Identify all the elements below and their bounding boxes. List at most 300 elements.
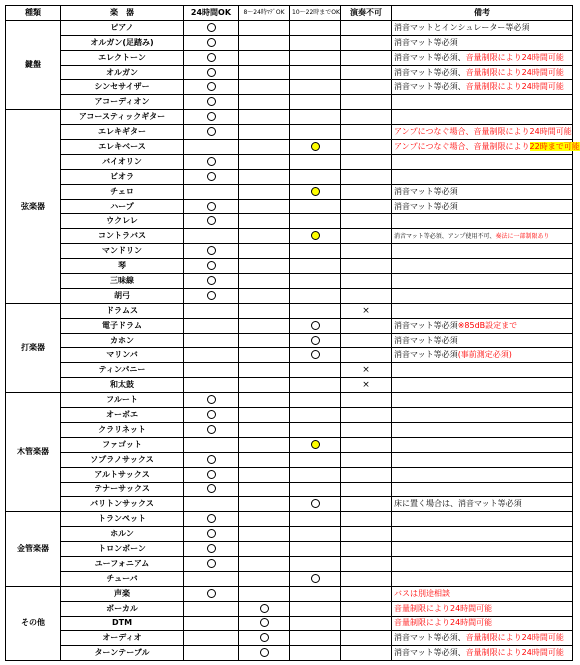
availability-cell — [239, 527, 290, 542]
availability-cell — [239, 184, 290, 199]
availability-cell — [290, 556, 341, 571]
note-cell — [392, 601, 573, 616]
note-text: 床に置く場合は、消音マット等必須 — [394, 499, 522, 509]
instrument-name: カホン — [61, 333, 184, 348]
note-cell — [392, 50, 573, 65]
table-row — [6, 214, 573, 229]
note-cell — [392, 408, 573, 423]
note-cell — [392, 125, 573, 140]
availability-cell — [184, 229, 239, 244]
instrument-name: エレキギター — [61, 125, 184, 140]
availability-cell — [341, 348, 392, 363]
table-row — [6, 125, 573, 140]
instrument-name: ウクレレ — [61, 214, 184, 229]
circle-icon — [207, 544, 216, 553]
availability-cell — [184, 437, 239, 452]
table-row — [6, 497, 573, 512]
circle-icon — [207, 455, 216, 464]
circle-icon — [207, 425, 216, 434]
availability-cell — [184, 408, 239, 423]
availability-cell — [290, 229, 341, 244]
availability-cell — [184, 80, 239, 95]
availability-cell — [290, 125, 341, 140]
category-cell: 鍵盤 — [6, 20, 61, 109]
availability-cell — [341, 303, 392, 318]
table-row — [6, 20, 573, 35]
table-row — [6, 348, 573, 363]
table-row — [6, 556, 573, 571]
note-cell — [392, 95, 573, 110]
note-cell — [392, 437, 573, 452]
availability-cell — [184, 20, 239, 35]
note-text: 消音マット等必須 — [394, 186, 458, 196]
availability-cell — [184, 467, 239, 482]
note-text: 消音マット等必須、 — [394, 67, 466, 77]
instrument-name: クラリネット — [61, 422, 184, 437]
category-cell: 弦楽器 — [6, 110, 61, 304]
availability-cell — [239, 229, 290, 244]
availability-cell — [184, 631, 239, 646]
availability-cell — [290, 497, 341, 512]
availability-cell — [341, 512, 392, 527]
note-cell — [392, 199, 573, 214]
note-cell — [392, 303, 573, 318]
header-10-22: 10～22時までOK — [290, 6, 341, 21]
availability-cell — [184, 422, 239, 437]
availability-cell — [239, 363, 290, 378]
circle-icon — [207, 395, 216, 404]
circle-icon — [207, 157, 216, 166]
availability-cell — [239, 631, 290, 646]
availability-cell — [290, 363, 341, 378]
circle-icon — [207, 23, 216, 32]
instrument-name: ソプラノサックス — [61, 452, 184, 467]
circle-icon — [207, 38, 216, 47]
availability-cell — [184, 125, 239, 140]
circle-icon — [207, 589, 216, 598]
instrument-name: コントラバス — [61, 229, 184, 244]
instrument-name: トランペット — [61, 512, 184, 527]
note-cell — [392, 571, 573, 586]
note-cell — [392, 348, 573, 363]
instrument-name: エレクトーン — [61, 50, 184, 65]
availability-cell — [290, 318, 341, 333]
availability-cell — [239, 140, 290, 155]
note-cell — [392, 20, 573, 35]
category-cell: 金管楽器 — [6, 512, 61, 586]
note-cell — [392, 616, 573, 631]
circle-icon — [260, 648, 269, 657]
note-cell — [392, 497, 573, 512]
availability-cell — [290, 452, 341, 467]
availability-cell — [341, 80, 392, 95]
availability-cell — [341, 95, 392, 110]
note-text: 消音マット等必須 — [394, 201, 458, 211]
circle-icon — [207, 246, 216, 255]
note-text: 消音マットとインシュレーター等必須 — [394, 22, 530, 32]
note-text: ※85dB設定まで — [457, 320, 518, 330]
table-row — [6, 571, 573, 586]
note-cell — [392, 318, 573, 333]
availability-cell — [239, 378, 290, 393]
instrument-name: シンセサイザー — [61, 80, 184, 95]
availability-cell — [184, 378, 239, 393]
instrument-name: エレキベース — [61, 140, 184, 155]
table-row — [6, 437, 573, 452]
availability-cell — [184, 363, 239, 378]
availability-cell — [184, 601, 239, 616]
availability-cell — [290, 274, 341, 289]
availability-cell — [341, 140, 392, 155]
note-cell — [392, 229, 573, 244]
category-cell: 打楽器 — [6, 303, 61, 392]
note-cell — [392, 288, 573, 303]
availability-cell — [184, 110, 239, 125]
circle-icon — [207, 53, 216, 62]
availability-cell — [239, 110, 290, 125]
availability-cell — [341, 35, 392, 50]
instrument-name: アルトサックス — [61, 467, 184, 482]
availability-cell — [341, 244, 392, 259]
availability-cell — [341, 154, 392, 169]
availability-cell — [184, 35, 239, 50]
note-text: 消音マット等必須 — [394, 320, 458, 330]
availability-cell — [341, 631, 392, 646]
instrument-name: オーボエ — [61, 408, 184, 423]
availability-cell — [290, 80, 341, 95]
circle-highlight-icon — [311, 187, 320, 196]
instrument-name: バリトンサックス — [61, 497, 184, 512]
circle-icon — [207, 127, 216, 136]
note-text: (事前測定必須) — [457, 350, 512, 360]
table-row — [6, 586, 573, 601]
availability-cell — [184, 542, 239, 557]
table-row — [6, 646, 573, 661]
note-cell — [392, 140, 580, 155]
availability-cell — [184, 303, 239, 318]
note-cell — [392, 259, 573, 274]
availability-cell — [184, 214, 239, 229]
availability-cell — [184, 482, 239, 497]
availability-cell — [341, 20, 392, 35]
instrument-name: 琴 — [61, 259, 184, 274]
availability-cell — [341, 333, 392, 348]
table-row — [6, 169, 573, 184]
note-text: 音量制限により24時間可能 — [394, 603, 493, 613]
availability-cell — [184, 527, 239, 542]
availability-cell — [239, 542, 290, 557]
availability-cell — [341, 288, 392, 303]
note-text: 音量制限により24時間可能 — [465, 648, 564, 658]
availability-cell — [341, 214, 392, 229]
table-row — [6, 482, 573, 497]
instrument-name: バイオリン — [61, 154, 184, 169]
availability-cell — [184, 616, 239, 631]
note-text: アンプにつなぐ場合、音量制限により24時間可能 — [394, 127, 572, 137]
circle-icon — [207, 68, 216, 77]
circle-icon — [207, 514, 216, 523]
availability-cell — [239, 422, 290, 437]
table-row — [6, 378, 573, 393]
instrument-name: チューバ — [61, 571, 184, 586]
availability-cell — [341, 65, 392, 80]
availability-cell — [184, 556, 239, 571]
availability-cell — [341, 437, 392, 452]
availability-cell — [290, 288, 341, 303]
availability-cell — [290, 601, 341, 616]
availability-cell — [184, 50, 239, 65]
availability-cell — [184, 199, 239, 214]
header-notes: 備考 — [392, 6, 573, 21]
instrument-name: 胡弓 — [61, 288, 184, 303]
availability-cell — [239, 437, 290, 452]
availability-cell — [341, 259, 392, 274]
availability-cell — [239, 65, 290, 80]
table-row — [6, 65, 573, 80]
availability-cell — [290, 482, 341, 497]
table-row — [6, 229, 573, 244]
availability-cell — [184, 184, 239, 199]
availability-cell — [290, 303, 341, 318]
table-row — [6, 259, 573, 274]
not-allowed-icon: × — [362, 305, 370, 316]
note-cell — [392, 482, 573, 497]
availability-cell — [290, 259, 341, 274]
availability-cell — [239, 169, 290, 184]
availability-cell — [341, 422, 392, 437]
availability-cell — [239, 556, 290, 571]
category-cell: その他 — [6, 586, 61, 660]
availability-cell — [290, 214, 341, 229]
note-text: 音量制限により24時間可能 — [465, 633, 564, 643]
availability-cell — [184, 393, 239, 408]
table-row — [6, 274, 573, 289]
category-cell: 木管楽器 — [6, 393, 61, 512]
instrument-name: マンドリン — [61, 244, 184, 259]
circle-icon — [207, 276, 216, 285]
instrument-name: アコースティックギター — [61, 110, 184, 125]
note-cell — [392, 586, 573, 601]
instrument-name: ティンパニー — [61, 363, 184, 378]
availability-cell — [290, 586, 341, 601]
availability-cell — [290, 20, 341, 35]
note-cell — [392, 556, 573, 571]
availability-cell — [341, 452, 392, 467]
availability-cell — [239, 467, 290, 482]
availability-cell — [341, 542, 392, 557]
note-cell — [392, 422, 573, 437]
availability-cell — [341, 571, 392, 586]
instrument-name: 和太鼓 — [61, 378, 184, 393]
availability-cell — [239, 616, 290, 631]
availability-cell — [184, 512, 239, 527]
circle-icon — [311, 574, 320, 583]
note-cell — [392, 80, 573, 95]
instrument-name: チェロ — [61, 184, 184, 199]
circle-icon — [207, 216, 216, 225]
availability-cell — [290, 527, 341, 542]
availability-cell — [290, 422, 341, 437]
note-text: 音量制限により24時間可能 — [465, 52, 564, 62]
table-row — [6, 467, 573, 482]
note-text: 消音マット等必須、 — [394, 648, 466, 658]
availability-cell — [290, 437, 341, 452]
availability-cell — [290, 571, 341, 586]
note-cell — [392, 393, 573, 408]
availability-cell — [290, 646, 341, 661]
table-row — [6, 154, 573, 169]
availability-cell — [341, 601, 392, 616]
not-allowed-icon: × — [362, 380, 370, 391]
table-row — [6, 601, 573, 616]
availability-cell — [341, 363, 392, 378]
note-cell — [392, 363, 573, 378]
note-text: 消音マット等必須 — [394, 37, 458, 47]
table-row — [6, 527, 573, 542]
note-cell — [392, 378, 573, 393]
table-row — [6, 363, 573, 378]
availability-cell — [341, 169, 392, 184]
table-row — [6, 542, 573, 557]
circle-icon — [260, 633, 269, 642]
header-not-allowed: 演奏不可 — [341, 6, 392, 21]
circle-icon — [260, 618, 269, 627]
instrument-name: ビオラ — [61, 169, 184, 184]
instrument-table — [5, 5, 580, 661]
availability-cell — [239, 348, 290, 363]
instrument-name: アコーディオン — [61, 95, 184, 110]
circle-icon — [311, 499, 320, 508]
availability-cell — [290, 65, 341, 80]
table-row — [6, 35, 573, 50]
availability-cell — [341, 393, 392, 408]
circle-highlight-icon — [311, 142, 320, 151]
note-cell — [392, 631, 573, 646]
instrument-name: DTM — [61, 616, 184, 631]
availability-cell — [184, 586, 239, 601]
availability-cell — [239, 497, 290, 512]
note-cell — [392, 110, 573, 125]
availability-cell — [290, 140, 341, 155]
circle-icon — [207, 82, 216, 91]
availability-cell — [239, 259, 290, 274]
note-text: 消音マット等必須、 — [394, 52, 466, 62]
availability-cell — [341, 110, 392, 125]
availability-cell — [184, 333, 239, 348]
availability-cell — [239, 95, 290, 110]
availability-cell — [290, 616, 341, 631]
note-cell — [392, 467, 573, 482]
instrument-name: オーディオ — [61, 631, 184, 646]
note-text: 消音マット等必須、 — [394, 82, 466, 92]
note-cell — [392, 169, 573, 184]
availability-cell — [184, 169, 239, 184]
availability-cell — [290, 50, 341, 65]
note-text: 消音マット等必須 — [394, 335, 458, 345]
table-row — [6, 318, 573, 333]
availability-cell — [239, 154, 290, 169]
availability-cell — [184, 274, 239, 289]
circle-highlight-icon — [311, 231, 320, 240]
circle-icon — [260, 604, 269, 613]
table-row — [6, 393, 573, 408]
instrument-name: オルガン(足踏み) — [61, 35, 184, 50]
instrument-name: ターンテーブル — [61, 646, 184, 661]
table-row — [6, 288, 573, 303]
availability-cell — [290, 408, 341, 423]
circle-highlight-icon — [311, 440, 320, 449]
availability-cell — [341, 318, 392, 333]
availability-cell — [341, 497, 392, 512]
availability-cell — [184, 65, 239, 80]
circle-icon — [207, 529, 216, 538]
availability-cell — [290, 631, 341, 646]
availability-cell — [184, 497, 239, 512]
availability-cell — [290, 184, 341, 199]
availability-cell — [239, 482, 290, 497]
table-row — [6, 408, 573, 423]
availability-cell — [341, 467, 392, 482]
availability-cell — [184, 571, 239, 586]
note-cell — [392, 65, 573, 80]
availability-cell — [290, 393, 341, 408]
circle-icon — [207, 172, 216, 181]
availability-cell — [290, 110, 341, 125]
availability-cell — [184, 95, 239, 110]
note-text: バスは別途相談 — [394, 588, 450, 598]
availability-cell — [184, 140, 239, 155]
note-text: 22時まで可能 — [529, 141, 580, 151]
availability-cell — [239, 318, 290, 333]
table-row — [6, 422, 573, 437]
availability-cell — [239, 512, 290, 527]
table-row — [6, 50, 573, 65]
table-row — [6, 110, 573, 125]
instrument-name: 三味線 — [61, 274, 184, 289]
availability-cell — [239, 35, 290, 50]
availability-cell — [184, 452, 239, 467]
availability-cell — [239, 20, 290, 35]
availability-cell — [239, 586, 290, 601]
table-row — [6, 140, 573, 155]
table-row — [6, 184, 573, 199]
availability-cell — [184, 244, 239, 259]
availability-cell — [239, 199, 290, 214]
availability-cell — [341, 50, 392, 65]
availability-cell — [239, 303, 290, 318]
availability-cell — [290, 348, 341, 363]
note-cell — [392, 184, 573, 199]
availability-cell — [341, 184, 392, 199]
table-row — [6, 244, 573, 259]
availability-cell — [184, 259, 239, 274]
availability-cell — [341, 274, 392, 289]
availability-cell — [239, 125, 290, 140]
table-row — [6, 333, 573, 348]
availability-cell — [184, 646, 239, 661]
not-allowed-icon: × — [362, 365, 370, 376]
note-text: 音量制限により24時間可能 — [465, 82, 564, 92]
circle-icon — [207, 97, 216, 106]
note-cell — [392, 646, 573, 661]
note-cell — [392, 542, 573, 557]
instrument-name: トロンボーン — [61, 542, 184, 557]
instrument-name: フルート — [61, 393, 184, 408]
table-row — [6, 199, 573, 214]
instrument-name: ピアノ — [61, 20, 184, 35]
note-cell — [392, 527, 573, 542]
instrument-name: ハープ — [61, 199, 184, 214]
